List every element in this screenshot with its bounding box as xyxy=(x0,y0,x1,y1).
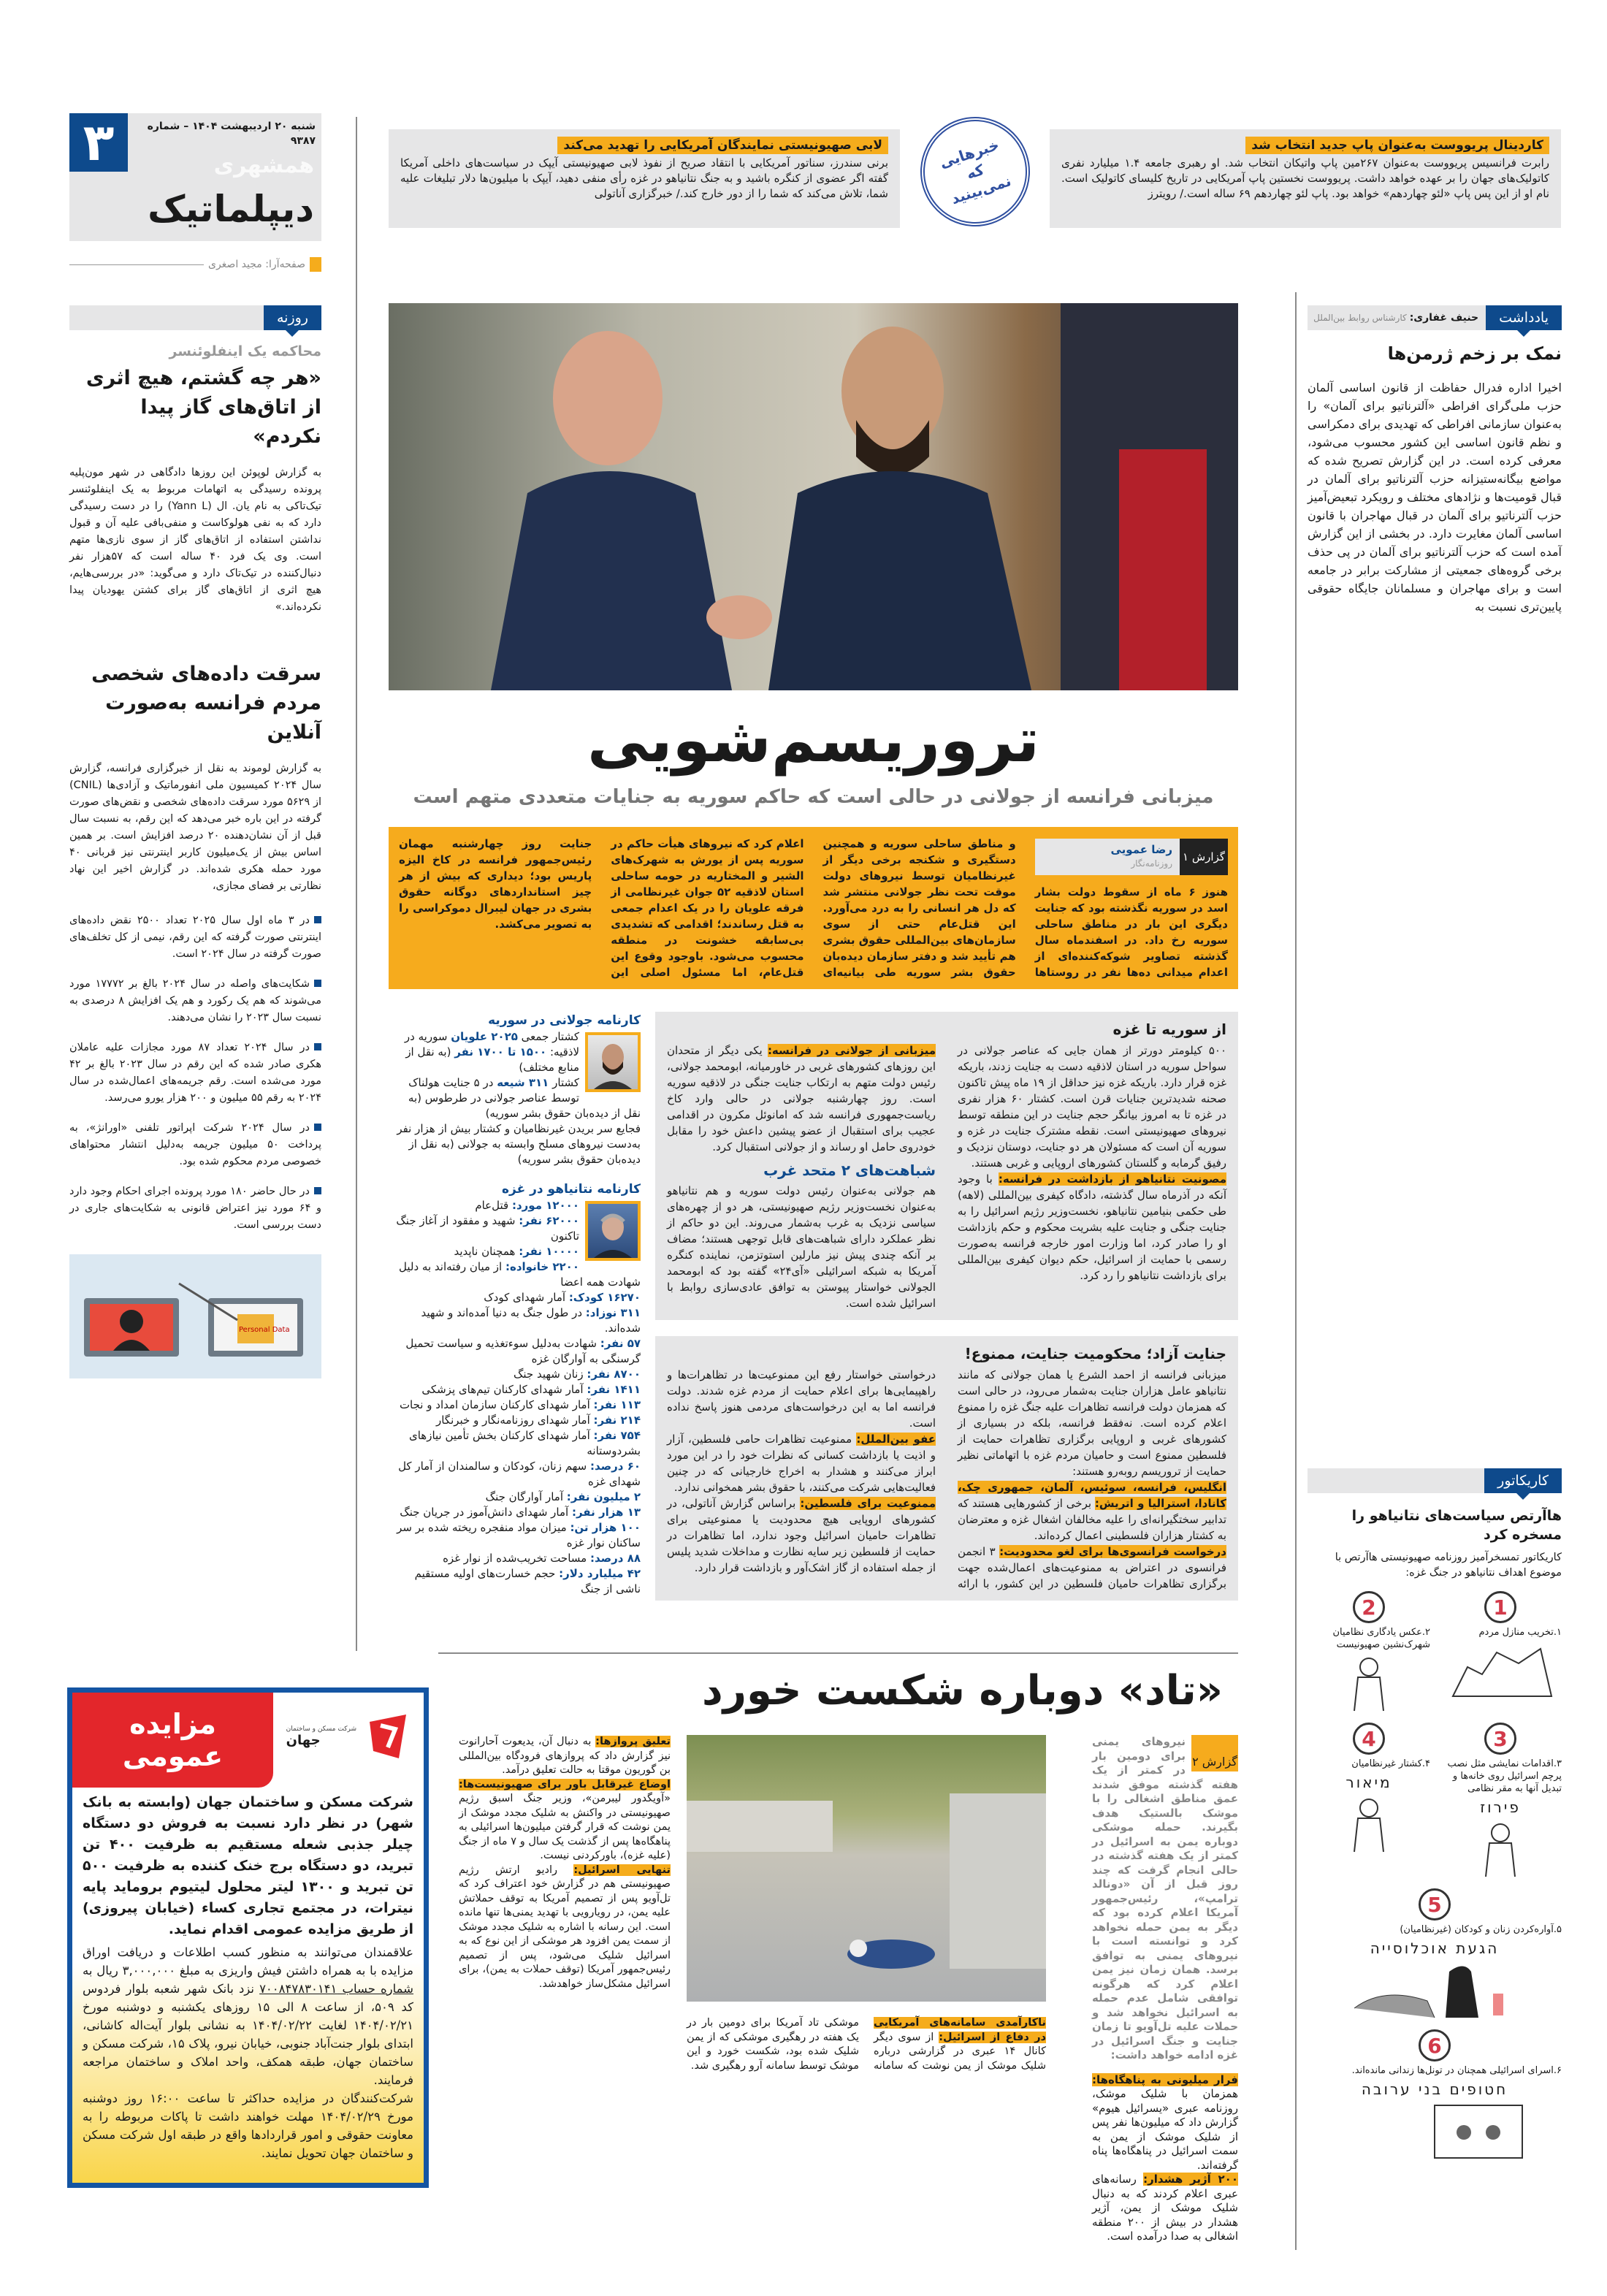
stat-text: میزان مواد منفجره ریخته شده بر سر ساکنان نوار غزه xyxy=(397,1521,641,1549)
syria-gaza-box xyxy=(655,1012,1238,1320)
stat-item xyxy=(391,1305,641,1336)
stat-item xyxy=(391,1397,641,1413)
stat-number: ۱۶۲۷۰ کودک: xyxy=(568,1291,641,1304)
stat-text: آمار شهدای کارکنان بخش تأمین نیازهای بشردوستانه xyxy=(408,1429,641,1457)
bullet-square-icon xyxy=(314,1124,321,1131)
top-news-body: برنی سندرز، سناتور آمریکایی با انتقاد صریح از نفوذ لابی صهیونیستی آیپک در سیاست‌های داخلی آمریکا گفته اگر عضوی از کنگره باشید و به جنگ نتانیاهو در غزه رأی منفی دهید، آیپک با میلیون‌ها دلار تبلیغات علیه شما، تلاش می‌کند که شما را از دور خارج کند./ خبرگزاری آناتولی xyxy=(400,156,888,200)
stat-text: آمار شهدای کودک xyxy=(484,1291,566,1304)
number-circle-icon: 5 xyxy=(1419,1888,1451,1921)
box-body xyxy=(667,1367,1226,1592)
lead-text: هنوز ۶ ماه از سقوط دولت بشار اسد در سوریه نگذشته بود که جنایت دیگری این بار در مناطق ساحلی سوریه رخ داد. در اسفندماه سال گذشته تصاویر شوکه‌کننده‌ای از اعدام میدانی ده‌ها نفر در روستاها و مناطق ساحلی سوریه و همچنین دستگیری و شکنجه برخی دیگر از غیرنظامیان توسط نیروهای دولت موقت تحت نظر جولانی منتشر شد که دل هر انسانی را به درد می‌آورد. این قتل‌عام حتی از سوی سازمان‌های بین‌المللی حقوق بشری هم تأیید شد و دفتر سازمان دیده‌بان حقوق بشر سوریه طی بیانیه‌ای اعلام کرد که نیروهای هیأت حاکم در سوریه پس از یورش به شهرک‌های الشیر و المختاریه در حومه ساحلی استان لاذقیه ۵۲ جوان غیرنظامی از فرقه علویان را در یک اعدام جمعی به قتل رساندند؛ اقدامی که تشدیدی بی‌سابقه خشونت در منطقه محسوب می‌شود. باوجود وقوع این قتل‌عام، اما مسئول اصلی این جنایت روز چهارشنبه مهمان رئیس‌جمهور فرانسه در کاخ الیزه پاریس بود؛ دیداری که بیش از هر چیز استانداردهای دوگانه حقوق بشری در جهان لیبرال دموکراسی را به تصویر می‌کشد. xyxy=(399,837,1228,979)
paragraph-text: با وجود آنکه در آذرماه سال گذشته، دادگاه کیفری بین‌المللی (لاهه) طی حکمی بنیامین نتانیاهو، نخست‌وزیر رژیم اسرائیل را به جنایت جنگی و جنایت علیه بشریت محکوم و حکم بازداشت او را صادر کرد، اما وزارت امور خارجه فرانسه به‌صورت رسمی با حمایت از اسرائیل، حکم دیوان کیفری بین‌المللی برای بازداشت نتانیاهو را رد کرد. xyxy=(958,1172,1226,1282)
bullet-list xyxy=(69,912,321,1234)
left-story-2 xyxy=(69,660,321,1247)
stat-number: ۷۵۴ نفر: xyxy=(593,1429,641,1442)
stat-number: ۴۲ میلیارد دلار: xyxy=(559,1567,641,1580)
top-news-body: رابرت فرانسیس پریووست به‌عنوان ۲۶۷مین پاپ واتیکان انتخاب شد. او رهبری جامعه ۱.۴ میلیارد نفری کاتولیک‌های جهان را بر عهده خواهد داشت. پریووست نخستین پاپ آمریکایی در تاریخ کلیسای کاتولیک است. نام او از این پس پاپ «لئو چهاردهم» خواهد بود. پاپ لئو چهاردهم ۶۹ ساله است./ رویترز xyxy=(1061,156,1549,200)
cartoon-section xyxy=(1308,1506,1562,1581)
cartoon-hebrew-label: חטופים בני ערובה xyxy=(1361,2080,1508,2098)
section-title: دیپلماتیک xyxy=(148,188,314,230)
cartoon-drawing xyxy=(1314,1654,1424,1712)
paragraph xyxy=(958,1367,1226,1479)
cartoon-drawing xyxy=(1314,1795,1424,1853)
bullet-item xyxy=(69,1040,321,1107)
stat-item xyxy=(391,1290,641,1305)
cartoon-panel xyxy=(1308,1723,1430,1878)
section-label-bar xyxy=(1308,305,1562,330)
netanyahu-photo xyxy=(585,1201,641,1261)
author-name: حنیف غفاری: xyxy=(1409,312,1479,324)
paragraph xyxy=(459,1778,671,1864)
box-subhead: شباهت‌های ۲ متحد غرب xyxy=(763,1162,936,1179)
bullet-item xyxy=(69,976,321,1026)
stat-text: آمار شهدای کارکنان سازمان امداد و نجات xyxy=(399,1398,590,1411)
stat-text: در ۵ جنایت هولناک توسط عناصر جولانی در طرطوس (به نقل از دیده‌بان حقوق بشر سوریه) xyxy=(408,1076,641,1120)
author-role: روزنامه‌نگار xyxy=(1131,858,1172,869)
number-circle-icon: 1 xyxy=(1484,1591,1516,1623)
paragraph-text: رادیو ارتش رژیم صهیونیستی هم در گزارش خود اعتراف کرد که تل‌آویو پس از تصمیم آمریکا به توقف حملاتش علیه یمن، در رویارویی با تهدید یمنی‌ها تنها مانده است. این رسانه با اشاره به شلیک مجدد موشک از سمت یمن افزود هر موشکی از این نوع که به اسرائیل شلیک می‌شود، پس از تصمیم رئیس‌جمهور آمریکا (توقف حملات به یمن)، برای اسرائیل مشکل‌ساز خواهدشد. xyxy=(459,1864,671,1990)
stat-number: ۱۰۰ هزار تن: xyxy=(570,1521,641,1534)
image-label: Personal Data xyxy=(239,1326,290,1334)
stamp xyxy=(906,102,1044,240)
ad-deadline: شرکت‌کنندگان در مزایده حداکثر تا ساعت ۱۶:۰۰ روز دوشنبه مورخ ۱۴۰۴/۰۲/۲۹ مهلت خواهند داشت تا پاکات مربوطه را به معاونت حقوقی و امور قراردادها واقع در طبقه اول شرکت مسکن و ساختمان جهان تحویل نمایند. xyxy=(83,2091,414,2160)
highlight-lead: فرار میلیونی به پناهگاه‌ها: xyxy=(1092,2072,1238,2086)
netanyahu-record-title: کارنامه نتانیاهو در غزه xyxy=(501,1182,641,1197)
bullet-square-icon xyxy=(314,916,321,923)
number-circle-icon: 6 xyxy=(1419,2029,1451,2062)
highlight-lead: اوضاع غیرقابل باور برای صهیونیست‌ها: xyxy=(459,1778,671,1790)
company-logo xyxy=(276,1693,424,1780)
number-circle-icon: 3 xyxy=(1484,1723,1516,1755)
stat-number: ۶۲۰۰۰ نفر: xyxy=(519,1214,579,1227)
paragraph-text: از سوی دیگر کانال ۱۴ عبری در گزارشی درباره شلیک موشک از یمن نوشت که سامانه موشکی تاد آمریکا برای دومین بار در یک هفته در رهگیری موشکی که از یمن شلیک شده بود، شکست خورد و این موشک توسط سامانه آرو رهگیری شد. xyxy=(687,2017,1046,2072)
layout-credit-text: صفحه‌آرا: مجید اصغری xyxy=(208,259,305,270)
section-label-bar xyxy=(1308,1468,1562,1493)
cartoon-panel xyxy=(1439,1591,1562,1712)
highlight-lead: ممنوعیت برای فلسطین: xyxy=(800,1497,936,1510)
bottom-paragraphs xyxy=(1092,2073,1238,2244)
main-photo xyxy=(389,303,1238,690)
stat-item xyxy=(391,1367,641,1382)
stat-number: ۸۷۰۰ نفر: xyxy=(587,1368,641,1381)
section-label: روزنه xyxy=(264,305,321,330)
main-story-head xyxy=(389,700,1238,989)
ad-title: مزایده عمومی xyxy=(72,1693,273,1788)
stat-number: ۱۴۱۱ نفر: xyxy=(587,1383,641,1396)
masthead xyxy=(69,113,321,241)
cartoon-panel xyxy=(1308,1591,1430,1712)
stat-item xyxy=(391,1520,641,1551)
paragraph-text: رسانه‌های عبری اعلام کردند که به دنبال شلیک موشک از یمن، آژیر هشدار در بیش از ۲۰۰ منطقه اشغالی به صدا درآمده است. xyxy=(1092,2173,1239,2243)
stat-number: ۱۰۰۰۰ نفر: xyxy=(519,1245,579,1258)
stat-text: همچنان ناپدید xyxy=(454,1245,516,1258)
photo-person-on-ground xyxy=(687,1735,1046,2002)
top-news-right xyxy=(1050,129,1561,228)
stat-item xyxy=(391,1490,641,1505)
highlight-lead: میزبانی از جولانی در فرانسه: xyxy=(767,1044,936,1057)
highlight-lead: ۲۰۰ آژیر هشدار: xyxy=(1143,2173,1238,2186)
paragraph xyxy=(667,1495,936,1576)
paragraph xyxy=(667,1042,936,1155)
box-subhead-body: هم جولانی به‌عنوان رئیس دولت سوریه و هم نتانیاهو به‌عنوان نخست‌وزیر رژیم صهیونیستی، هر دو از چهره‌های سیاسی نزدیک به غرب به‌شمار می‌روند. این دو حاکم از نظر عملکرد دارای شباهت‌های قابل توجهی هستند؛ مضاف بر آنکه چندی پیش نیز مارلین استوتزمن، نماینده کنگره آمریکا به شبکه اسرائیلی «آی۲۴» گفته بود که ابومحمد الجولانی خواستار پیوستن به توافق عادی‌سازی روابط با اسرائیل شده است. xyxy=(667,1184,936,1310)
stat-item xyxy=(391,1382,641,1397)
cartoon-hebrew-label: מיאור xyxy=(1345,1774,1392,1791)
author-role: کارشناس روابط بین‌الملل xyxy=(1313,313,1407,323)
cartoon-drawing xyxy=(1325,2102,1544,2160)
personal-data-illustration xyxy=(69,1254,321,1378)
netanyahu-record xyxy=(391,1181,641,1597)
cartoon-headline: هاآرتص سیاست‌های نتانیاهو را مسخره کرد xyxy=(1351,1508,1562,1543)
jolani-record xyxy=(391,1012,641,1167)
bullet-square-icon xyxy=(314,980,321,987)
main-headline: تروریسم‌شویی xyxy=(587,704,1040,776)
story-headline: سرقت داده‌های شخصی مردم فرانسه به‌صورت آنلاین xyxy=(91,663,321,744)
paragraph xyxy=(958,1171,1226,1284)
cartoon-panel xyxy=(1439,1723,1562,1878)
stat-item xyxy=(391,1413,641,1428)
stat-text: سوریه در لاذقیه: xyxy=(404,1030,579,1059)
bullet-square-icon xyxy=(314,1043,321,1050)
paragraph-text: برخی از کشورهایی هستند که تدابیر سختگیرانه‌ای را علیه مخالفان اشغال غزه و معترضان به کشتار هزاران فلسطینی اعمال کرده‌اند. xyxy=(958,1497,1226,1542)
cartoon-hebrew-label: הגעת אוכלוסייה xyxy=(1370,1940,1500,1957)
highlight-lead: تعلیق پروازها: xyxy=(595,1736,671,1747)
ad-body-post: نزد بانک شهر شعبه بلوار فردوس کد ۵۰۹، از ساعت ۸ الی ۱۵ روزهای یکشنبه و دوشنبه مورخ ۱۴۰۴/۰۲/۲۱ لغایت ۱۴۰۴/۰۲/۲۲ به نشانی بلوار آیت‌اله کاشانی، ابتدای بلوار جنت‌آباد جنوبی، خیابان نیرو، پلاک ۱۵، شرکت مسکن و ساختمان جهان، طبقه همکف، واحد املاک و ساختمان مراجعه فرمایند. xyxy=(83,1982,414,2087)
stat-text: (به نقل از منابع مختلف) xyxy=(405,1045,579,1074)
cartoon-drawing xyxy=(1325,1961,1544,2019)
bottom-left-col xyxy=(459,1735,671,1991)
page-number: ۳ xyxy=(69,113,128,172)
boxes-column xyxy=(655,1012,1238,1601)
stats-sidebar xyxy=(391,1012,641,1597)
bullet-text: در ۳ ماه اول سال ۲۰۲۵ تعداد ۲۵۰۰ نقض داده‌های اینترنتی صورت گرفته که این رقم، نیمی از کل تخلف‌های صورت گرفته در سال ۲۰۲۴ است. xyxy=(69,915,321,960)
number-circle-icon: 2 xyxy=(1353,1591,1385,1623)
story-kicker: محاکمه یک اینفلوئنسر xyxy=(169,343,321,359)
cartoon-caption: ۳.اقدامات نمایشی مثل نصب پرچم اسرائیل روی خانه‌ها و تبدیل آنها به مقر نظامی xyxy=(1447,1758,1562,1794)
stat-number: ۱۲۰۰۰ مورد: xyxy=(511,1199,579,1212)
stat-item xyxy=(391,1566,641,1597)
number-circle-icon: 4 xyxy=(1353,1723,1385,1755)
ad-account: شماره حساب ۷۰۰۸۴۷۸۳۰۱۴۱ xyxy=(259,1982,414,1996)
highlight-lead: انگلیس، فرانسه، سوئیس، آلمان، جمهوری چک، کانادا، استرالیا و اتریش: xyxy=(958,1481,1226,1510)
stat-number: ۳۱۱ شیعه xyxy=(497,1076,549,1089)
stat-number: ۶۰ درصد: xyxy=(589,1460,641,1473)
story-headline: «هر چه گشتم، هیچ اثری از اتاق‌های گاز پیدا نکردم» xyxy=(85,367,321,448)
stat-text: شهادت به‌دلیل سوءتغذیه و سیاست تحمیل گرسنگی به آوارگان غزه xyxy=(405,1337,641,1365)
jahan-logo-icon xyxy=(362,1707,413,1766)
stat-text: آمار شهدای روزنامه‌نگار و خبرنگار xyxy=(435,1414,590,1427)
bullet-item xyxy=(69,1120,321,1170)
stat-text: کشتار جمعی xyxy=(521,1030,579,1043)
cartoon-caption: ۲.عکس یادگاری نظامیان شهرک‌نشین صهیونیست xyxy=(1332,1627,1430,1650)
stat-number: ۸۸ درصد: xyxy=(589,1552,641,1565)
stamp-text: خبرهایی که نمی‌بینید xyxy=(937,135,1014,208)
stat-text: حجم خسارت‌های اولیه مستقیم ناشی از جنگ xyxy=(414,1567,641,1595)
bullet-item xyxy=(69,1183,321,1234)
paragraph-text: براساس گزارش آناتولی، در کشورهای اروپایی هیچ محدودیت یا ممنوعیتی برای تظاهرات حامیان اسرائیل وجود ندارد، اما تظاهرات در حمایت از فلسطین زیر سایه نظارت و مداخلات شدید پلیس از جمله استفاده از گاز اشک‌آور و بازداشت قرار دارد. xyxy=(667,1497,936,1574)
cartoon-caption: ۶.اسرای اسرائیلی همچنان در تونل‌ها زندانی مانده‌اند. xyxy=(1351,2065,1562,2076)
stat-number: ۵۷ نفر: xyxy=(600,1337,641,1350)
stat-text: زنان شهید جنگ xyxy=(513,1368,584,1381)
paragraph-text: ممنوعیت تظاهرات حامی فلسطین، آزار و اذیت یا بازداشت کسانی که نظرات خود را در این مورد ابراز می‌کنند و هشدار به اخراج خارجیانی که در چنین فعالیت‌هایی شرکت می‌کنند، با حقوق بشر همخوانی ندارد. xyxy=(667,1433,936,1494)
bottom-lead: نیروهای یمنی برای دومین بار در کمتر از یک هفته گذشته موفق شدند عمق مناطق اشغالی را با موشک بالستیک هدف بگیرند. حمله موشکی دوباره یمن به اسرائیل در کمتر از یک هفته گذشته در حالی انجام گرفت که چند روز قبل از آن «دونالد ترامپ»، رئیس‌جمهور آمریکا اعلام کرده بود که دیگر به یمن حمله نخواهد کرد و توانسته است با نیروهای یمنی به توافق برسد. همان زمان نیز یمن اعلام کرد که هرگونه توافقی شامل عدم حمله به اسرائیل نخواهد شد و حملات علیه تل‌آویو تا زمان جنایت و جنگ اسرائیل در غزه ادامه خواهد داشت: xyxy=(1092,1735,1238,2062)
paragraph xyxy=(1092,2073,1238,2173)
stat-number: ۲ میلیون نفر: xyxy=(566,1490,641,1503)
bullet-square-icon xyxy=(314,1187,321,1194)
highlight-lead: عفو بین‌الملل: xyxy=(856,1433,936,1446)
paragraph-text: ۳ انجمن فرانسوی در اعتراض به ممنوعیت‌های اعمال‌شده جهت برگزاری تظاهرات حامیان فلسطین در این کشور، با ارائه درخواستی خواستار رفع این ممنوعیت‌ها در تظاهرات‌ها و راهپیمایی‌ها برای اعلام حمایت از مردم غزه شدند. دولت فرانسه اما به این درخواست‌های مردمی هنوز پاسخ نداده است. xyxy=(667,1368,1226,1590)
bullet-text: در حال حاضر ۱۸۰ مورد پرونده اجرای احکام وجود دارد و ۶۴ مورد نیز اعتراض قانونی به شکایت‌های جاری در دست بررسی است. xyxy=(69,1186,321,1231)
left-column xyxy=(69,305,321,1378)
section-divider xyxy=(438,1652,1238,1654)
paragraph-text: ۵۰۰ کیلومتر دورتر از همان جایی که عناصر جولانی در سواحل سوریه در استان لاذقیه دست به جنایت زدند، باریکه غزه قرار دارد. باریکه غزه نیز حداقل از ۱۹ ماه پیش تاکنون صحنه شدیدترین جنایات قرن است. کشتار ۶۰ هزار نفری در غزه تا به امروز بیانگر حجم جنایت در این منطقه توسط نیروهای صهیونیستی است. نقطه مشترک جنایت در غزه و سوریه آن است که مسئولان هر دو جنایت، دوستان نزدیک و رفیق گرمابه و گلستان کشورهای اروپایی و غربی هستند. xyxy=(958,1044,1226,1170)
logo-sub: شرکت مسکن و ساختمان xyxy=(286,1725,356,1733)
stat-text: سهم زنان، کودکان و سالمندان از آمار کل شهدای غزه xyxy=(398,1460,641,1488)
stat-number: ۲۱۴ نفر: xyxy=(593,1414,641,1427)
box-body xyxy=(667,1042,1226,1311)
stat-number: ۲۲۰۰ خانواده: xyxy=(505,1260,579,1273)
stat-item xyxy=(391,1505,641,1520)
stat-item xyxy=(391,1551,641,1566)
stat-item xyxy=(391,1336,641,1367)
author-name: رضا عمویی xyxy=(1110,843,1172,856)
stat-item xyxy=(391,1459,641,1490)
stat-text: از میان رفته‌اند به دلیل شهادت همه اعضا xyxy=(399,1260,641,1289)
cartoon-drawing xyxy=(1446,1641,1555,1700)
paragraph xyxy=(1092,2173,1238,2244)
ad-body-bold: شرکت مسکن و ساختمان جهان (وابسته به بانک شهر) در نظر دارد نسبت به فروش دو دستگاه چیلر جذبی شعله مستقیم به ظرفیت ۴۰۰ تن تبرید، دو دستگاه برج خنک کننده به ظرفیت ۵۰۰ تن تبرید و ۱۳۰۰ لیتر محلول لیتیوم بروماید پایه نیترات، در مجتمع تجاری کساء (خیابان پیروزی) از طریق مزایده عمومی اقدام نماید. xyxy=(83,1794,413,1937)
cartoon-caption: ۵.آواره‌کردن زنان و کودکان (غیرنظامیان) xyxy=(1400,1924,1562,1935)
section-label: یادداشت xyxy=(1486,305,1562,330)
paragraph-text: «آویگدور لیبرمن»، وزیر جنگ اسبق رژیم صهیونیستی در واکنش به شلیک مجدد موشک از یمن نوشت که قرار گرفتن میلیون‌ها اسرائیلی به پناهگاه‌ها پس از گذشت یک سال و ۷ ماه از جنگ (علیه غزه)، باورکردنی نیست. xyxy=(459,1793,671,1861)
lead-columns xyxy=(399,836,1228,980)
jolani-record-title: کارنامه جولانی در سوریه xyxy=(488,1013,641,1028)
stat-number: ۱۵۰۰ تا ۱۷۰۰ نفر xyxy=(454,1045,547,1059)
stat-number: ۱۳ هزار نفر: xyxy=(571,1506,641,1519)
stat-text: مساحت تخریب‌شده از نوار غزه xyxy=(443,1552,587,1565)
top-news-left xyxy=(389,129,900,228)
stat-text: آمار آوارگان جنگ xyxy=(485,1490,563,1503)
highlight-lead: درخواست فرانسوی‌ها برای لغو محدودیت: xyxy=(999,1545,1226,1558)
lead-box xyxy=(389,827,1238,989)
stat-item xyxy=(391,1259,641,1290)
top-news-title: لابی صهیونیستی نمایندگان آمریکایی را تهدید می‌کند xyxy=(557,137,888,154)
cartoon-hebrew-label: פירוז xyxy=(1480,1799,1521,1816)
paragraph xyxy=(459,1864,671,1992)
stat-number: ۱۱۳ نفر: xyxy=(593,1398,641,1411)
story-body: به گزارش لوموند به نقل از خبرگزاری فرانسه، گزارش سال ۲۰۲۴ کمیسیون ملی انفورماتیک و آزادی‌ها (CNIL) از ۵۶۲۹ مورد سرقت داده‌های شخصی و نقض‌های صورت گرفته در این باره خبر می‌دهد که این رقم، به نسبت سال قبل از آن نشان‌دهنده ۲۰ درصد افزایش است. بر همین اساس بیش از یک‌میلیون کاربر اینترنتی نیز قربانی ۴۰ مورد حمله هکری شده‌اند. در گزارش اخیر این نهاد نظارتی بر فضای مجازی، xyxy=(69,763,322,892)
bottom-headline: «تاد» دوباره شکست خورد xyxy=(702,1667,1223,1715)
stat-text: شهید و مفقود از آغاز جنگ تاکنون xyxy=(396,1214,579,1243)
editorial-headline: نمک بر زخم ژرمن‌ها xyxy=(1387,343,1562,364)
bullet-text: شکایت‌های واصله در سال ۲۰۲۴ بالغ بر ۱۷۷۷۲ مورد می‌شوند که هم یک رکورد و هم یک افزایش ۸ درصدی به نسبت سال ۲۰۲۳ را نشان می‌دهند. xyxy=(69,978,321,1023)
stat-text: قتل‌عام xyxy=(475,1199,509,1212)
stat-item xyxy=(391,1121,641,1167)
auction-ad xyxy=(67,1687,429,2188)
column-divider xyxy=(1295,292,1297,2250)
stat-text: فجایع سر بریدن غیرنظامیان و کشتار بیش از هزار نفر به‌دست نیروهای مسلح وابسته به جولانی (به نقل از دیده‌بان حقوق بشر سوریه) xyxy=(397,1122,641,1166)
bullet-text: در سال ۲۰۲۴ تعداد ۸۷ مورد مجازات علیه عاملان هکری صادر شده که این رقم در سال ۲۰۲۳ بالغ بر ۴۲ مورد می‌شده است. رقم جریمه‌های اعمال‌شده در سال ۲۰۲۴ به رقم ۵۵ میلیون و ۲۰۰ هزار یورو می‌رسد. xyxy=(69,1042,321,1104)
highlight-lead: مصونیت نتانیاهو از بازداشت در فرانسه: xyxy=(998,1172,1226,1186)
layout-credit xyxy=(69,257,321,272)
byline xyxy=(1035,839,1228,875)
bottom-photo xyxy=(687,1735,1046,2002)
bottom-lead-col xyxy=(1092,1735,1238,2244)
highlight-lead: ناکارآمدی سامانه‌های آمریکایی در دفاع از اسرائیل: xyxy=(874,2017,1046,2043)
paragraph-text: به دنبال آن، یدیعوت آحارانوت نیز گزارش داد که پروازهای فرودگاه بین‌المللی بن گوریون موقتا به حالت تعلیق درآمد. xyxy=(459,1736,671,1776)
stat-text: آمار شهدای دانش‌آموز در جریان جنگ xyxy=(400,1506,569,1519)
paragraph-text: همزمان با شلیک موشک، روزنامه عبری «یسرائیل هیوم» گزارش داد که میلیون‌ها نفر پس از شلیک موشک از یمن به سمت اسرائیل در پناهگاه‌ها پناه گرفته‌اند. xyxy=(1092,2087,1238,2172)
ad-body-pre: علاقمندان می‌توانند به منظور کسب اطلاعات و دریافت اوراق مزایده با به همراه داشتن فیش واریزی به مبلغ ۳,۰۰۰,۰۰۰ ریال به xyxy=(83,1945,413,1977)
logo-text: جهان xyxy=(286,1732,321,1748)
top-news-title: کاردینال پریووست به‌عنوان پاپ جدید انتخاب شد xyxy=(1245,137,1549,154)
stat-number: ۲۰۲۵ علویان xyxy=(451,1030,518,1043)
paragraph xyxy=(667,1431,936,1495)
cartoon xyxy=(1308,1591,1562,2160)
issue-date: شنبه ۲۰ اردیبهشت ۱۴۰۴ – شماره ۹۳۸۷ xyxy=(147,121,316,147)
cartoon-caption: ۱.تخریب منازل مردم xyxy=(1478,1627,1562,1638)
report-label: گزارش ۱ xyxy=(1180,839,1228,875)
stat-text: کشتار xyxy=(552,1076,579,1089)
paragraph xyxy=(687,2016,1046,2073)
story-body: به گزارش لوپوئن این روزها دادگاهی در شهر مون‌پلیه پرونده رسیدگی به اتهامات مربوط به یک اینفلوئنسر تیک‌تاکی به نام یان. ال (Yann L) را در دست رسیدگی دارد که به نفی هولوکاست و منفی‌بافی علیه آن و قبول نداشتن استفاده از اتاق‌های گاز از سوی نازی‌ها متهم است. وی یک فرد ۴۰ ساله است که ۵۷هزار نفر دنبال‌کننده در تیک‌تاک دارد و می‌گوید: «در بررسی‌هایم، هیچ اثری از اتاق‌های گاز برای کشتن یهودیان پیدا نکرده‌اند.» xyxy=(69,467,321,613)
free-crime-box xyxy=(655,1336,1238,1601)
cartoon-column xyxy=(1308,1468,1562,2160)
middle-row xyxy=(391,1012,1238,1601)
paragraph xyxy=(958,1042,1226,1171)
report-label: گزارش ۲ xyxy=(1191,1735,1238,1771)
ad-body xyxy=(83,1943,413,2089)
highlight-lead: تنهایی اسرائیل: xyxy=(573,1864,671,1876)
paper-watermark: همشهری xyxy=(213,153,314,178)
left-story-1 xyxy=(69,343,321,616)
bottom-under-photo xyxy=(687,2016,1046,2073)
paragraph xyxy=(958,1479,1226,1544)
box-title: جنایت آزاد؛ محکومیت جنایت، ممنوع! xyxy=(964,1345,1226,1362)
editorial xyxy=(1308,343,1562,616)
stat-item xyxy=(391,1428,641,1459)
hacker-laptop-icon xyxy=(69,1254,321,1378)
editorial-body: اخیرا اداره فدرال حفاظت از قانون اساسی آلمان حزب ملی‌گرای افراطی «آلترناتیو برای آلمان» را به‌عنوان سازمانی افراطی که تهدیدی برای دمکراسی و نظم قانون اساسی این کشور محسوب می‌شود، معرفی کرده است. در این گزارش تصریح شده که مواضع بیگانه‌ستیزانه حزب آلترناتیو برای آلمان در قبال قومیت‌ها و نژادهای مختلف و رویکرد تبعیض‌آمیز حزب آلترناتیو برای آلمان در قبال مهاجران با قانون اساسی آلمان مغایرت دارد. در بخشی از این گزارش آمده است که حزب آلترناتیو برای آلمان در پی حذف برخی گروه‌های جمعیتی از مشارکت برابر در جامعه است و برای مهاجران و مسلمانان جایگاه حقوقی پایین‌تری نسبت به xyxy=(1308,381,1562,614)
portrait-icon xyxy=(588,1035,638,1089)
box-title: از سوریه تا غزه xyxy=(1112,1021,1226,1038)
jolani-photo xyxy=(585,1032,641,1092)
paragraph-text: یکی دیگر از متحدان این روزهای کشورهای غربی در خاورمیانه، ابومحمد جولانی، رئیس دولت متهم به ارتکاب جنایت جنگی در لاذقیه سوریه است. روز چهارشنبه جولانی در حالی وارد کاخ ریاست‌جمهوری فرانسه شد که امانوئل مکرون در اقدامی عجیب برای استقبال از عضو پیشین داعش خود را مقابل خودروی حامل او رساند و از جولانی استقبال کرد. xyxy=(667,1044,936,1153)
stat-text: در طول جنگ به دنیا آمده‌اند و شهید شده‌اند. xyxy=(421,1306,641,1335)
section-label: کاریکاتور xyxy=(1484,1468,1562,1493)
cartoon-drawing xyxy=(1446,1820,1555,1878)
main-subtitle: میزبانی فرانسه از جولانی در حالی است که حاکم سوریه به جنایات متعددی متهم است xyxy=(413,786,1214,808)
section-label-bar xyxy=(69,305,321,330)
cartoon-intro: کاریکاتور تمسخرآمیز روزنامه صهیونیستی هاآرتص با موضوع اهداف نتانیاهو در جنگ غزه: xyxy=(1335,1552,1562,1579)
bullet-text: در سال ۲۰۲۴ شرکت اپراتور تلفنی «اورانژ»، به پرداخت ۵۰ میلیون جریمه به‌دلیل انتشار محتواهای خصوصی مردم محکوم شده بود. xyxy=(69,1122,321,1167)
photo-leaders-handshake xyxy=(389,303,1238,690)
cartoon-caption: ۴.کشتار غیرنظامیان xyxy=(1351,1758,1430,1769)
paragraph-text: میزبانی فرانسه از احمد الشرع یا همان جولانی که مانند نتانیاهو عامل هزاران جنایت به‌شمار می‌رود، در حالی است که همزمان دولت فرانسه تظاهرات علیه جنگ غزه را ممنوع اعلام کرده است. نه‌فقط فرانسه، بلکه در بسیاری از کشورهای غربی و اروپایی برگزاری تظاهرات حمایت از فلسطین ممنوع است و حامیان مردم غزه با اتهاماتی نظیر حمایت از تروریسم روبه‌رو هستند: xyxy=(958,1368,1226,1478)
column-divider xyxy=(356,117,357,1651)
portrait-icon xyxy=(588,1204,638,1258)
stat-number: ۳۱۱ نوزاد: xyxy=(585,1306,641,1319)
stat-text: آمار شهدای کارکنان تیم‌های پزشکی xyxy=(421,1383,584,1396)
bullet-item xyxy=(69,912,321,963)
cartoon-panel xyxy=(1308,1888,1562,2019)
paragraph xyxy=(459,1735,671,1778)
cartoon-panel xyxy=(1308,2029,1562,2160)
